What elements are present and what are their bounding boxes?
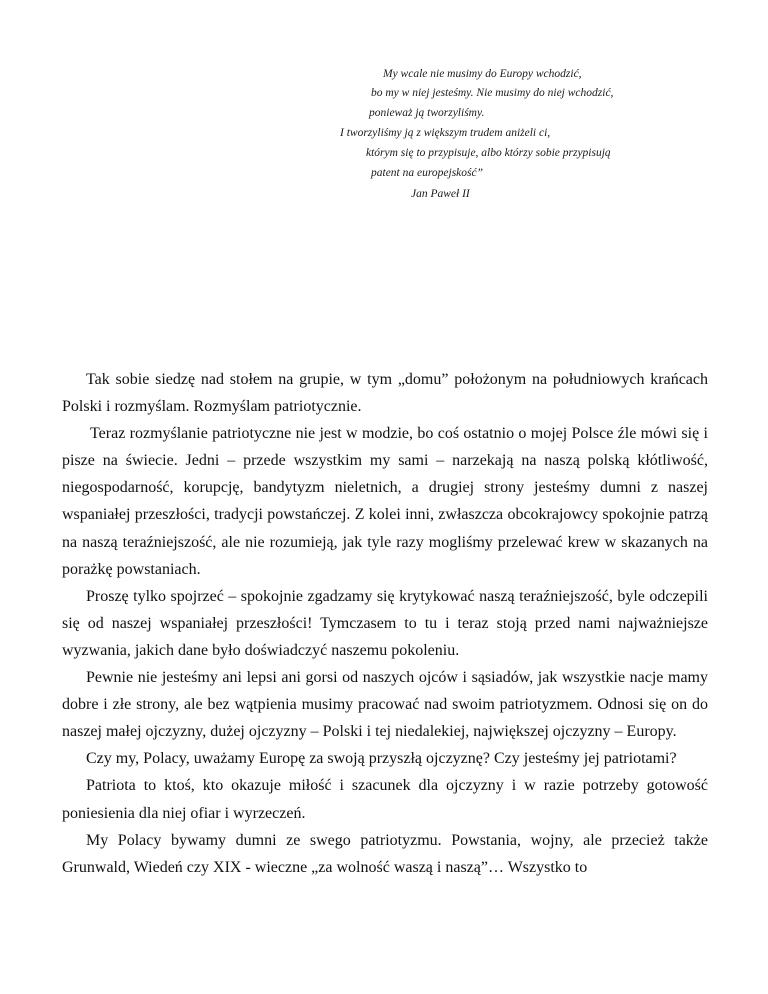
- epigraph-line: ponieważ ją tworzyliśmy.: [369, 107, 485, 119]
- epigraph-line: My wcale nie musimy do Europy wchodzić,: [383, 68, 582, 80]
- paragraph: Pewnie nie jesteśmy ani lepsi ani gorsi od naszych ojców i sąsiadów, jak wszystkie nacje mamy dobre i złe strony, ale bez wątpienia musimy pracować nad swoim patriotyzmem. Odnosi się on do naszej małej ojczyzny, dużej ojczyzny – Polski i tej niedalekiej, największej ojczyzny – Europy.: [62, 669, 708, 741]
- paragraph: My Polacy bywamy dumni ze swego patriotyzmu. Powstania, wojny, ale przecież także Grunwald, Wiedeń czy XIX - wieczne „za wolność waszą i naszą”… Wszystko to: [62, 831, 708, 876]
- epigraph-author: Jan Paweł II: [411, 188, 470, 200]
- paragraph: Tak sobie siedzę nad stołem na grupie, w tym „domu” położonym na południowych krańcach Polski i rozmyślam. Rozmyślam patriotycznie.: [62, 371, 708, 416]
- epigraph-line: I tworzyliśmy ją z większym trudem aniżeli ci,: [340, 127, 551, 139]
- epigraph-line: bo my w niej jesteśmy. Nie musimy do niej wchodzić,: [371, 87, 614, 99]
- essay-body: [62, 366, 708, 881]
- paragraph: Czy my, Polacy, uważamy Europę za swoją przyszłą ojczyznę? Czy jesteśmy jej patriotami?: [86, 750, 677, 768]
- epigraph-line: patent na europejskość”: [371, 167, 484, 179]
- epigraph-line: którym się to przypisuje, albo którzy sobie przypisują: [366, 147, 611, 159]
- paragraph: Teraz rozmyślanie patriotyczne nie jest w modzie, bo coś ostatnio o mojej Polsce źle mówi się i pisze na świecie. Jedni – przede wszystkim my sami – narzekają na naszą polską kłótliwość, niegospodarność, korupcję, bandytyzm nieletnich, a drugiej strony jesteśmy dumni z naszej wspaniałej przeszłości, tradycji powstańczej. Z kolei inni, zwłaszcza obcokrajowcy spokojnie patrzą na naszą teraźniejszość, ale nie rozumieją, jak tyle razy mogliśmy przelewać krew w skazanych na porażkę powstaniach.: [62, 425, 708, 578]
- paragraph: Proszę tylko spojrzeć – spokojnie zgadzamy się krytykować naszą teraźniejszość, byle odczepili się od naszej wspaniałej przeszłości! Tymczasem to tu i teraz stoją przed nami najważniejsze wyzwania, jakich dane było doświadczyć naszemu pokoleniu.: [62, 587, 708, 659]
- paragraph: Patriota to ktoś, kto okazuje miłość i szacunek dla ojczyzny i w razie potrzeby gotowość poniesienia dla niej ofiar i wyrzeczeń.: [62, 777, 708, 822]
